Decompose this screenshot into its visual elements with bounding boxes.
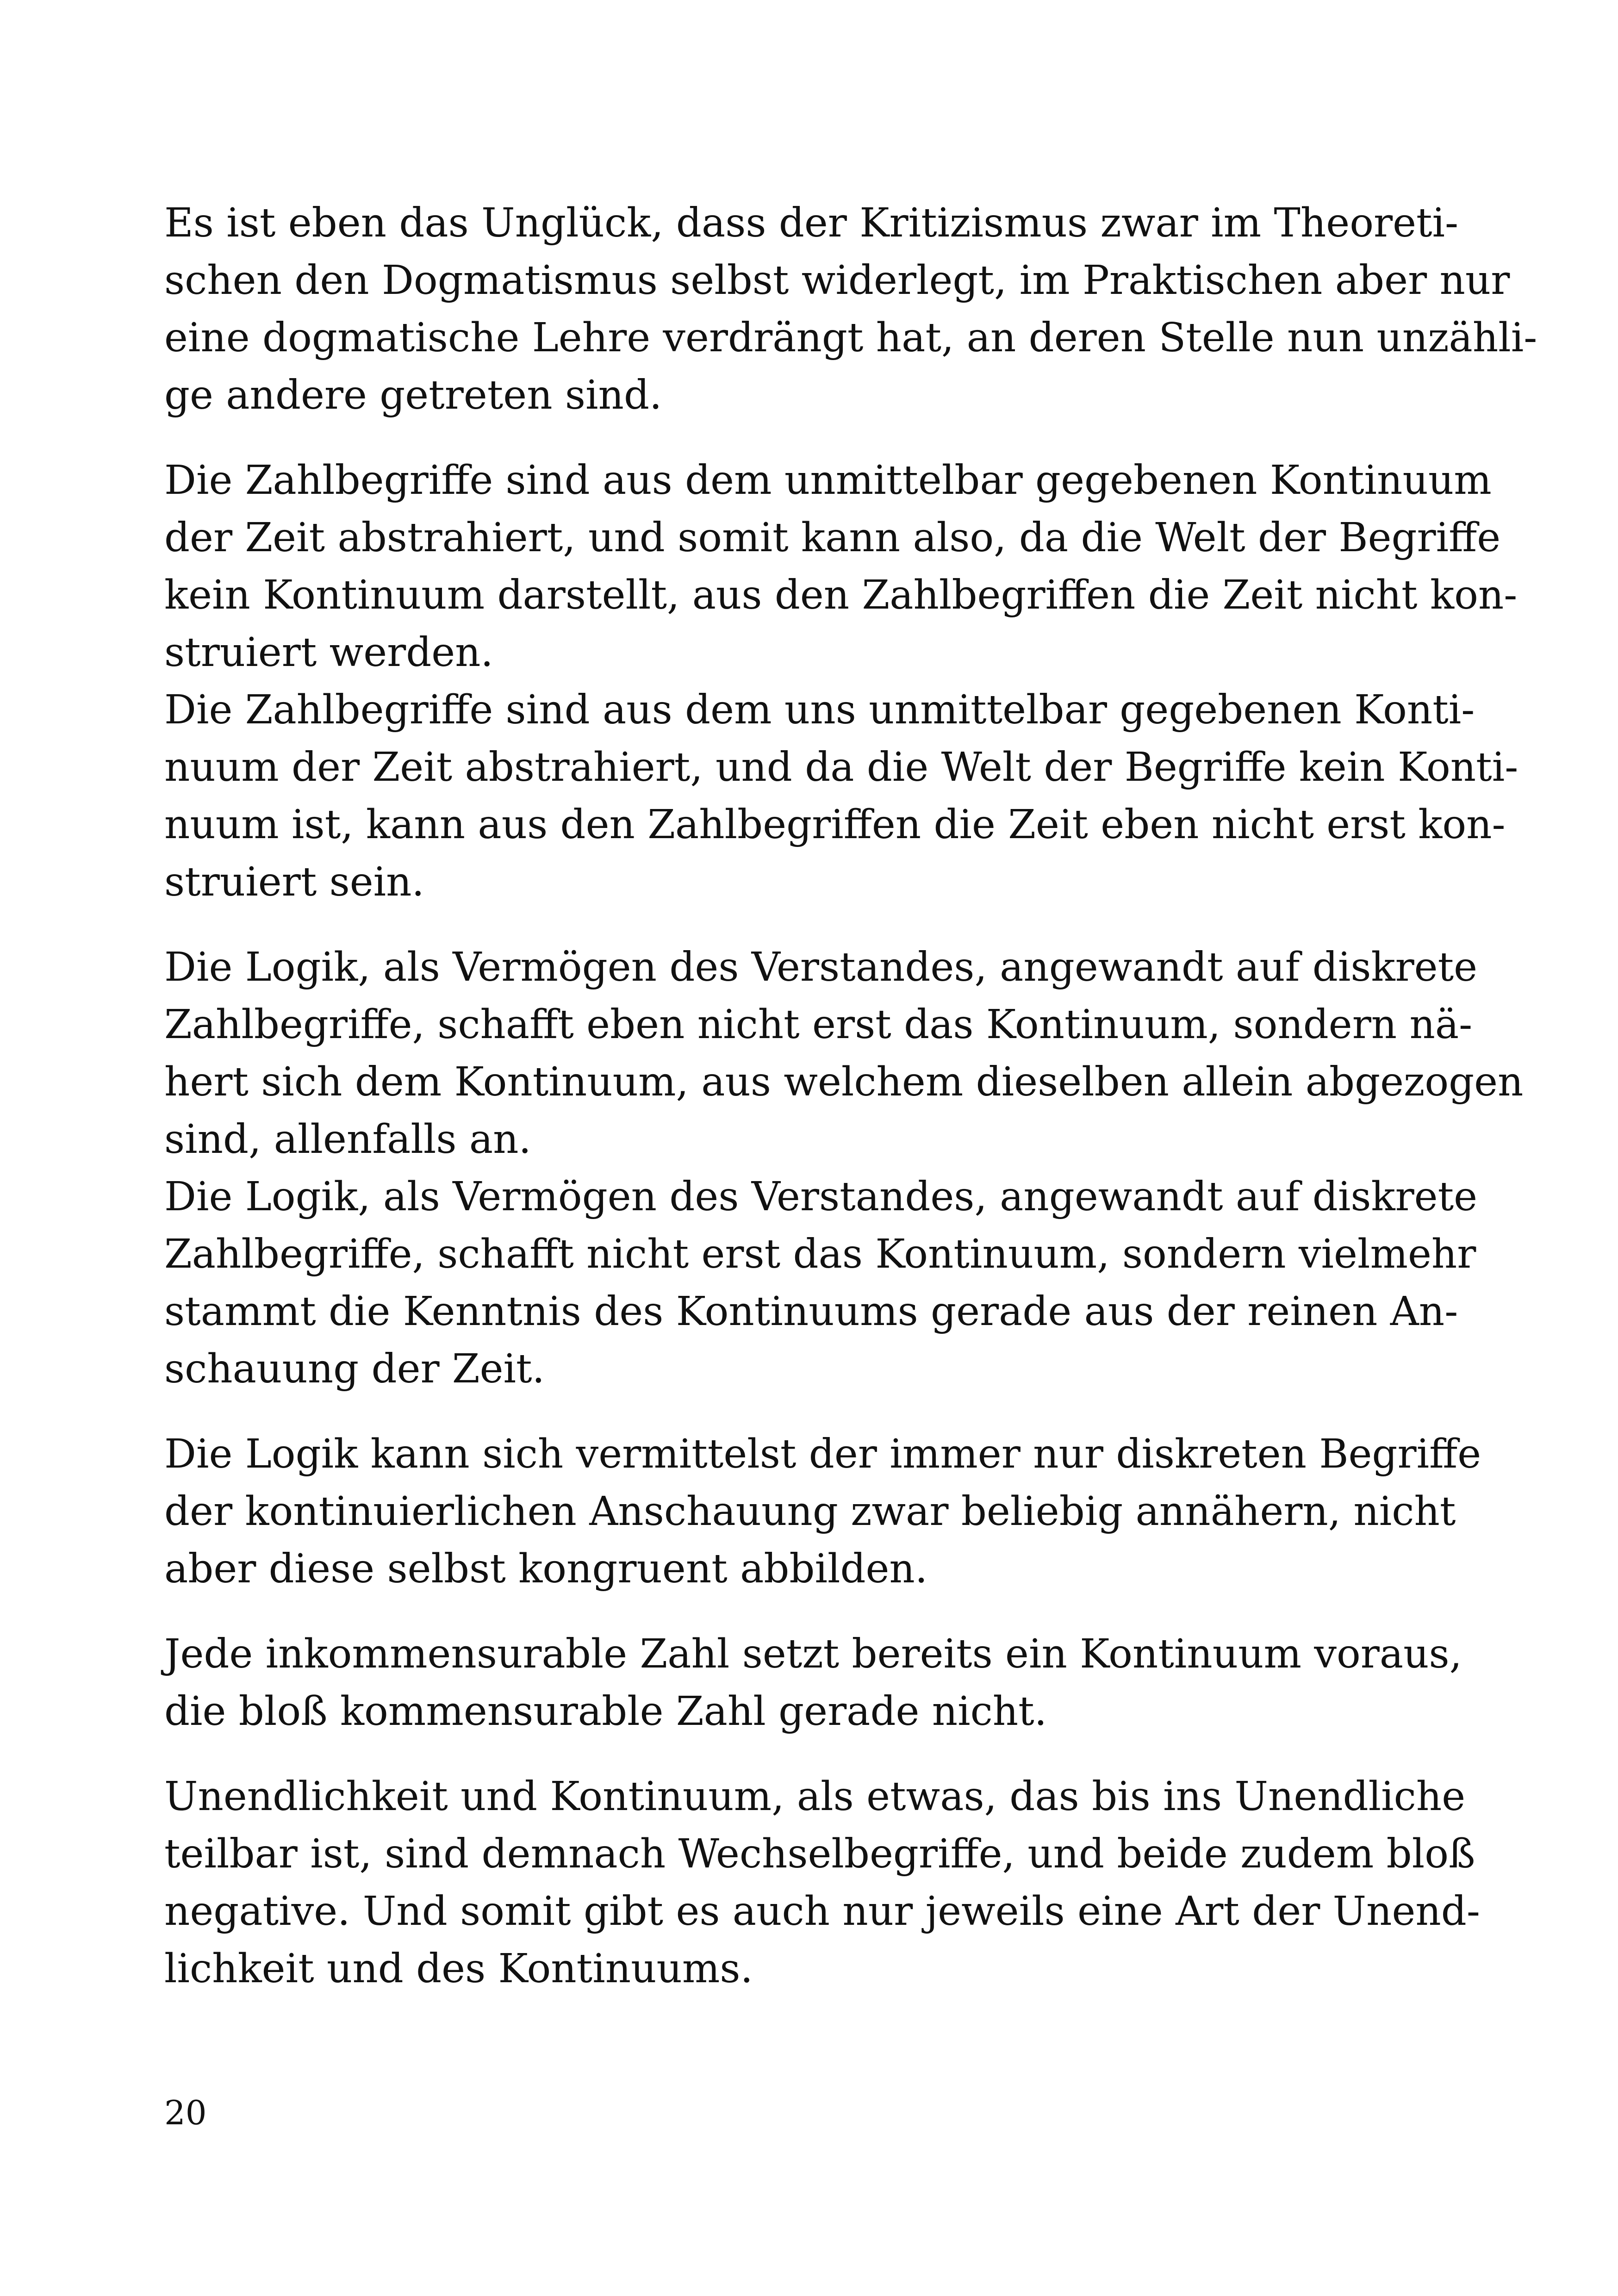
text-line: aber diese selbst kongruent abbilden. [164, 1546, 928, 1592]
paragraph [164, 939, 1524, 1168]
text-line: struiert werden. [164, 629, 493, 676]
text-line: schen den Dogmatismus selbst widerlegt, im Praktischen aber nur [164, 257, 1510, 304]
text-line: Unendlichkeit und Kontinuum, als etwas, das bis ins Unendliche [164, 1773, 1466, 1820]
text-line: Zahlbegriffe, schafft nicht erst das Kontinuum, sondern vielmehr [164, 1231, 1476, 1277]
paragraph [164, 452, 1518, 681]
paragraph [164, 1625, 1462, 1740]
text-line: nuum ist, kann aus den Zahlbegriffen die Zeit eben nicht erst kon- [164, 802, 1506, 848]
text-line: struiert sein. [164, 859, 424, 905]
paragraph [164, 1168, 1478, 1398]
text-line: eine dogmatische Lehre verdrängt hat, an deren Stelle nun unzähli- [164, 315, 1537, 361]
text-line: Die Logik, als Vermögen des Verstandes, angewandt auf diskrete [164, 1174, 1478, 1220]
text-line: stammt die Kenntnis des Kontinuums gerade aus der reinen An- [164, 1288, 1458, 1335]
text-line: nuum der Zeit abstrahiert, und da die Welt der Begriffe kein Konti- [164, 744, 1518, 790]
paragraph [164, 1768, 1480, 1997]
text-line: ge andere getreten sind. [164, 372, 662, 418]
text-line: der Zeit abstrahiert, und somit kann also, da die Welt der Begriffe [164, 515, 1501, 561]
text-line: Die Zahlbegriffe sind aus dem uns unmittelbar gegebenen Konti- [164, 687, 1475, 733]
text-line: der kontinuierlichen Anschauung zwar beliebig annähern, nicht [164, 1488, 1456, 1535]
text-line: Zahlbegriffe, schafft eben nicht erst das Kontinuum, sondern nä- [164, 1002, 1473, 1048]
text-line: schauung der Zeit. [164, 1346, 545, 1392]
text-line: negative. Und somit gibt es auch nur jeweils eine Art der Unend- [164, 1888, 1480, 1935]
text-line: Die Logik, als Vermögen des Verstandes, angewandt auf diskrete [164, 944, 1478, 990]
text-line: teilbar ist, sind demnach Wechselbegriffe, und beide zudem bloß [164, 1831, 1475, 1877]
text-line: Jede inkommensurable Zahl setzt bereits ein Kontinuum voraus, [164, 1631, 1462, 1677]
paragraph [164, 194, 1537, 424]
text-line: lichkeit und des Kontinuums. [164, 1946, 753, 1992]
text-line: Die Logik kann sich vermittelst der immer nur diskreten Begriffe [164, 1431, 1481, 1477]
text-line: Es ist eben das Unglück, dass der Kritizismus zwar im Theoreti- [164, 200, 1459, 246]
text-line: Die Zahlbegriffe sind aus dem unmittelbar gegebenen Kontinuum [164, 457, 1492, 504]
body-text [164, 194, 1537, 1997]
page-number: 20 [164, 2093, 207, 2132]
text-line: hert sich dem Kontinuum, aus welchem dieselben allein abgezogen [164, 1059, 1524, 1105]
text-line: sind, allenfalls an. [164, 1116, 531, 1163]
text-line: kein Kontinuum darstellt, aus den Zahlbegriffen die Zeit nicht kon- [164, 572, 1518, 618]
text-line: die bloß kommensurable Zahl gerade nicht. [164, 1688, 1047, 1735]
paragraph [164, 681, 1518, 911]
paragraph [164, 1425, 1481, 1598]
